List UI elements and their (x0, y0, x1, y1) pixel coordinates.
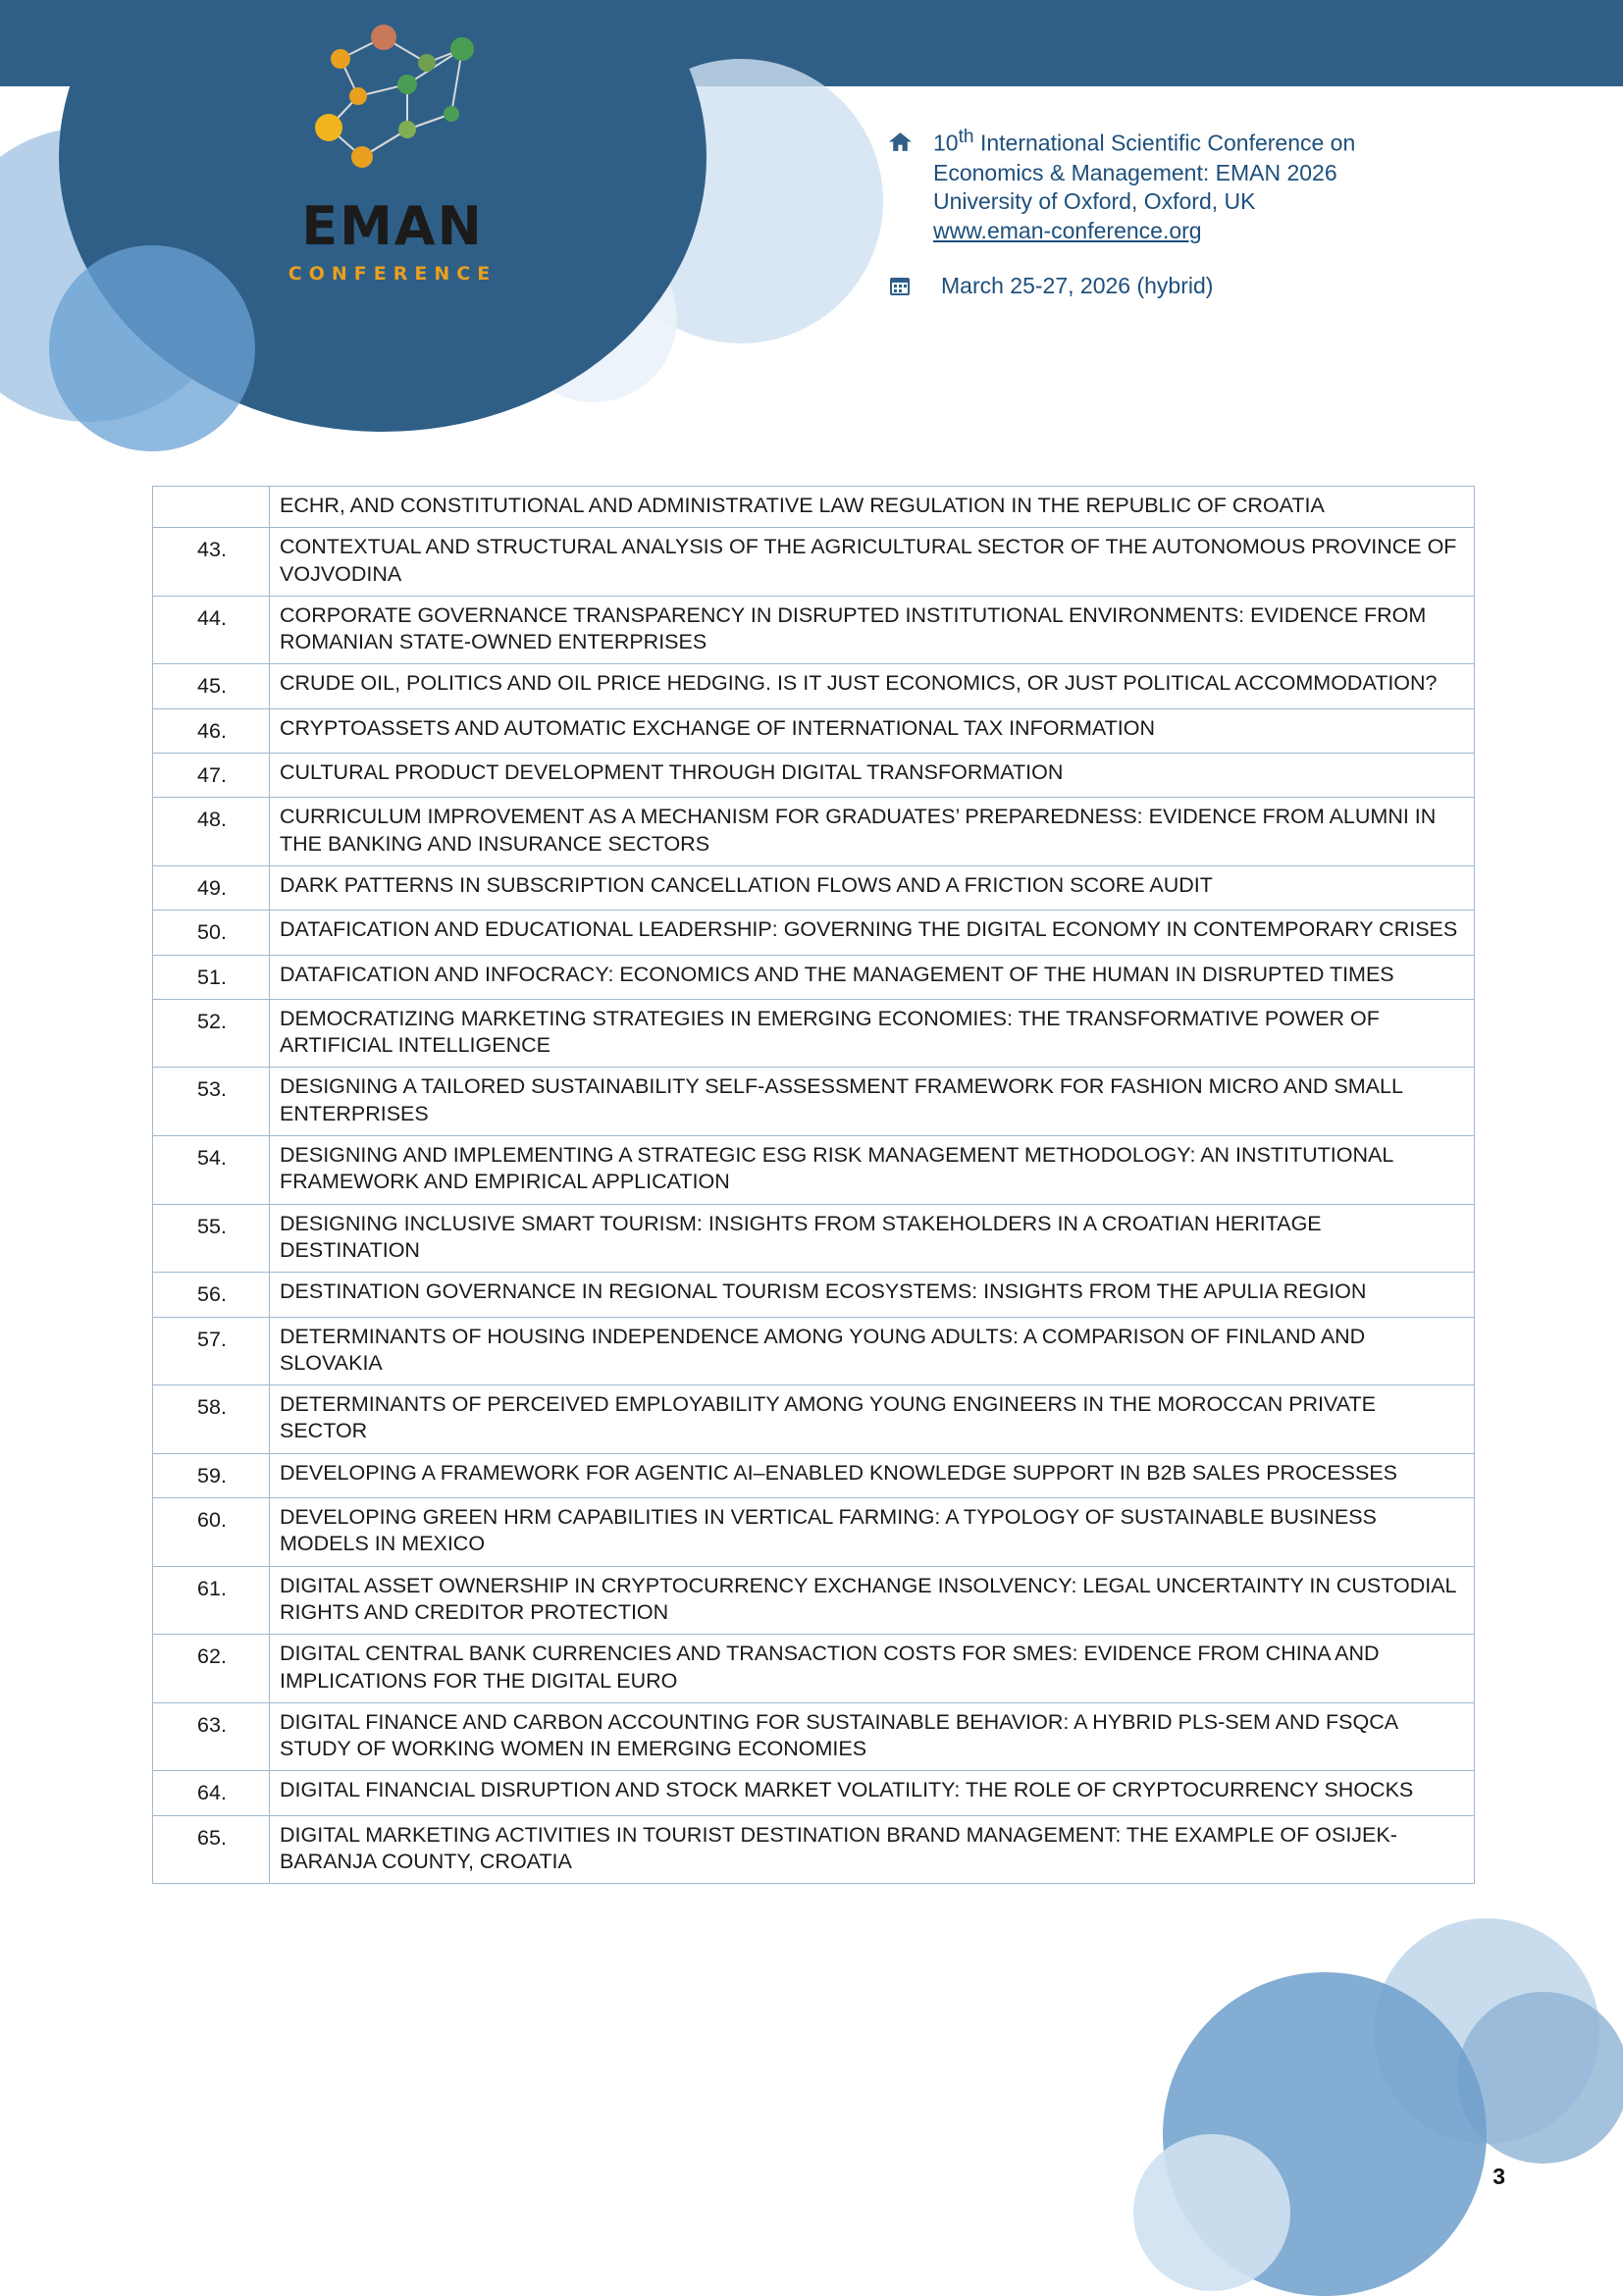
logo-title: EMAN (301, 195, 484, 257)
row-number: 46. (153, 708, 270, 753)
table-row (153, 999, 1475, 1068)
home-icon (888, 126, 933, 159)
conference-venue: University of Oxford, Oxford, UK (933, 188, 1256, 215)
table-row (153, 955, 1475, 999)
row-number: 63. (153, 1702, 270, 1771)
row-title: DESTINATION GOVERNANCE IN REGIONAL TOURISM ECOSYSTEMS: INSIGHTS FROM THE APULIA REGION (270, 1273, 1475, 1317)
decorative-circle-light-2 (49, 245, 255, 451)
conference-address-row (888, 126, 1516, 246)
conference-edition-number: 10 (933, 130, 959, 156)
row-number: 56. (153, 1273, 270, 1317)
row-title: DEVELOPING GREEN HRM CAPABILITIES IN VERTICAL FARMING: A TYPOLOGY OF SUSTAINABLE BUSINESS MODELS IN MEXICO (270, 1498, 1475, 1567)
row-number: 59. (153, 1453, 270, 1497)
conference-edition-suffix: th (958, 127, 974, 147)
row-number: 47. (153, 754, 270, 798)
paper-titles-table (152, 486, 1475, 1884)
row-title: DARK PATTERNS IN SUBSCRIPTION CANCELLATION FLOWS AND A FRICTION SCORE AUDIT (270, 865, 1475, 910)
conference-info (888, 126, 1516, 302)
row-title: CULTURAL PRODUCT DEVELOPMENT THROUGH DIGITAL TRANSFORMATION (270, 754, 1475, 798)
page-number: 3 (1492, 2164, 1505, 2189)
calendar-icon (888, 270, 933, 302)
row-title: DETERMINANTS OF PERCEIVED EMPLOYABILITY AMONG YOUNG ENGINEERS IN THE MOROCCAN PRIVATE SECTOR (270, 1385, 1475, 1454)
row-title: CRYPTOASSETS AND AUTOMATIC EXCHANGE OF INTERNATIONAL TAX INFORMATION (270, 708, 1475, 753)
table-row (153, 596, 1475, 664)
table-row (153, 1635, 1475, 1703)
table-row (153, 1566, 1475, 1635)
row-title: CURRICULUM IMPROVEMENT AS A MECHANISM FOR GRADUATES’ PREPAREDNESS: EVIDENCE FROM ALUMNI IN THE BANKING AND INSURANCE SECTORS (270, 798, 1475, 866)
row-number: 60. (153, 1498, 270, 1567)
table-row (153, 911, 1475, 955)
row-title: DESIGNING A TAILORED SUSTAINABILITY SELF-ASSESSMENT FRAMEWORK FOR FASHION MICRO AND SMALL ENTERPRISES (270, 1068, 1475, 1136)
row-number: 57. (153, 1317, 270, 1385)
table-row (153, 1068, 1475, 1136)
row-title: DEVELOPING A FRAMEWORK FOR AGENTIC AI–ENABLED KNOWLEDGE SUPPORT IN B2B SALES PROCESSES (270, 1453, 1475, 1497)
table-row (153, 708, 1475, 753)
decorative-circle-footer-4 (1133, 2134, 1290, 2291)
conference-name-line1 (933, 126, 1355, 159)
row-number: 50. (153, 911, 270, 955)
conference-date: March 25-27, 2026 (hybrid) (941, 273, 1214, 299)
row-title: DATAFICATION AND INFOCRACY: ECONOMICS AND THE MANAGEMENT OF THE HUMAN IN DISRUPTED TIMES (270, 955, 1475, 999)
row-number: 53. (153, 1068, 270, 1136)
row-title: CRUDE OIL, POLITICS AND OIL PRICE HEDGING. IS IT JUST ECONOMICS, OR JUST POLITICAL ACCOMMODATION? (270, 664, 1475, 708)
table-row (153, 754, 1475, 798)
table-row (153, 1136, 1475, 1205)
row-number: 45. (153, 664, 270, 708)
row-number: 55. (153, 1204, 270, 1273)
table-row (153, 1385, 1475, 1454)
table-row (153, 1273, 1475, 1317)
row-number: 49. (153, 865, 270, 910)
table-row (153, 1702, 1475, 1771)
row-number: 54. (153, 1136, 270, 1205)
table-row (153, 528, 1475, 597)
row-number (153, 487, 270, 528)
row-title: DETERMINANTS OF HOUSING INDEPENDENCE AMONG YOUNG ADULTS: A COMPARISON OF FINLAND AND SLOVAKIA (270, 1317, 1475, 1385)
table-row (153, 865, 1475, 910)
table-row (153, 664, 1475, 708)
table-row (153, 798, 1475, 866)
row-number: 58. (153, 1385, 270, 1454)
table-row (153, 487, 1475, 528)
eman-network-icon (289, 20, 496, 191)
table-row (153, 1317, 1475, 1385)
paper-titles-body (153, 487, 1475, 1884)
row-number: 51. (153, 955, 270, 999)
row-title: DIGITAL FINANCIAL DISRUPTION AND STOCK MARKET VOLATILITY: THE ROLE OF CRYPTOCURRENCY SHOCKS (270, 1771, 1475, 1815)
table-row (153, 1453, 1475, 1497)
logo-subtitle: CONFERENCE (288, 263, 497, 285)
conference-name-rest: International Scientific Conference on (973, 130, 1356, 156)
table-row (153, 1771, 1475, 1815)
row-title: ECHR, AND CONSTITUTIONAL AND ADMINISTRATIVE LAW REGULATION IN THE REPUBLIC OF CROATIA (270, 487, 1475, 528)
table-row (153, 1498, 1475, 1567)
row-title: DEMOCRATIZING MARKETING STRATEGIES IN EMERGING ECONOMIES: THE TRANSFORMATIVE POWER OF ARTIFICIAL INTELLIGENCE (270, 999, 1475, 1068)
row-title: DIGITAL FINANCE AND CARBON ACCOUNTING FOR SUSTAINABLE BEHAVIOR: A HYBRID PLS-SEM AND FSQCA STUDY OF WORKING WOMEN IN EMERGING ECONOMIES (270, 1702, 1475, 1771)
row-number: 48. (153, 798, 270, 866)
row-number: 62. (153, 1635, 270, 1703)
row-number: 44. (153, 596, 270, 664)
conference-date-row (888, 270, 1516, 302)
row-title: DIGITAL MARKETING ACTIVITIES IN TOURIST DESTINATION BRAND MANAGEMENT: THE EXAMPLE OF OSIJEK-BARANJA COUNTY, CROATIA (270, 1815, 1475, 1884)
table-row (153, 1204, 1475, 1273)
row-number: 52. (153, 999, 270, 1068)
row-number: 61. (153, 1566, 270, 1635)
table-row (153, 1815, 1475, 1884)
row-title: DATAFICATION AND EDUCATIONAL LEADERSHIP: GOVERNING THE DIGITAL ECONOMY IN CONTEMPORARY CRISES (270, 911, 1475, 955)
row-number: 64. (153, 1771, 270, 1815)
row-title: DIGITAL CENTRAL BANK CURRENCIES AND TRANSACTION COSTS FOR SMES: EVIDENCE FROM CHINA AND IMPLICATIONS FOR THE DIGITAL EURO (270, 1635, 1475, 1703)
conference-website-link[interactable]: www.eman-conference.org (933, 218, 1202, 244)
row-title: DIGITAL ASSET OWNERSHIP IN CRYPTOCURRENCY EXCHANGE INSOLVENCY: LEGAL UNCERTAINTY IN CUSTODIAL RIGHTS AND CREDITOR PROTECTION (270, 1566, 1475, 1635)
row-title: DESIGNING AND IMPLEMENTING A STRATEGIC ESG RISK MANAGEMENT METHODOLOGY: AN INSTITUTIONAL FRAMEWORK AND EMPIRICAL APPLICATION (270, 1136, 1475, 1205)
row-number: 65. (153, 1815, 270, 1884)
row-title: CORPORATE GOVERNANCE TRANSPARENCY IN DISRUPTED INSTITUTIONAL ENVIRONMENTS: EVIDENCE FROM ROMANIAN STATE-OWNED ENTERPRISES (270, 596, 1475, 664)
row-number: 43. (153, 528, 270, 597)
conference-name-line2: Economics & Management: EMAN 2026 (933, 159, 1337, 185)
eman-logo (250, 20, 535, 319)
row-title: DESIGNING INCLUSIVE SMART TOURISM: INSIGHTS FROM STAKEHOLDERS IN A CROATIAN HERITAGE DESTINATION (270, 1204, 1475, 1273)
row-title: CONTEXTUAL AND STRUCTURAL ANALYSIS OF THE AGRICULTURAL SECTOR OF THE AUTONOMOUS PROVINCE OF VOJVODINA (270, 528, 1475, 597)
